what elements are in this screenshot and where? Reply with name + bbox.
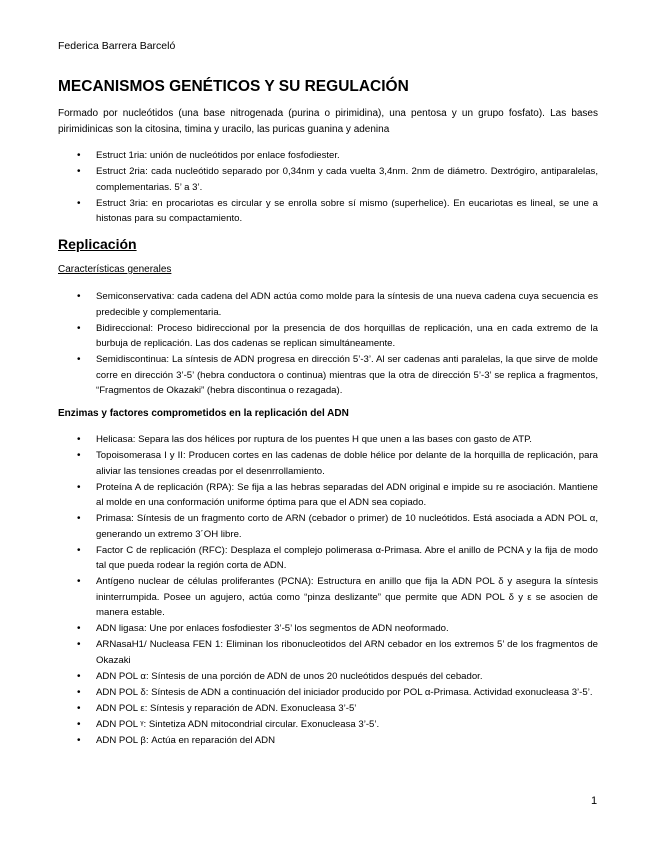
list-item-text: ADN POL β: Actúa en reparación del ADN [96,734,276,746]
list-item-text: ADN POL α: Síntesis de una porción de ADN de unos 20 nucleótidos después del cebador. [96,670,483,682]
bullet-icon: • [77,513,81,524]
bullet-icon: • [77,322,81,334]
list-item [0,289,655,320]
list-item-text: Factor C de replicación (RFC): Desplaza el complejo polimerasa α-Primasa. Abre el anillo de PCNA y la fija de modo tal que pueda rodear la región corta de ADN. [96,544,598,571]
bullet-icon: • [77,150,81,161]
list-item [0,432,655,448]
list-item-text: Estruct 2ria: cada nucleótido separado por 0,34nm y cada vuelta 3,4nm. 2nm de diámetro. Dextrógiro, antiparalelas, complementarias. 5’ a 3’. [96,166,598,193]
bullet-icon: • [77,576,81,587]
list-item [0,621,655,637]
list-item [0,543,655,574]
structure-list [0,148,655,227]
list-item-text: ADN POL δ: Síntesis de ADN a continuación del iniciador producido por POL α-Primasa. Actividad exonucleasa 3’-5’. [96,686,593,698]
bullet-icon: • [77,166,81,177]
list-item-text: Helicasa: Separa las dos hélices por ruptura de los puentes H que unen a las bases con gasto de ATP. [96,434,532,445]
list-item [0,733,655,749]
bullet-icon: • [77,434,81,445]
list-item [0,164,655,195]
list-item [0,196,655,227]
list-item-text: Topoisomerasa I y II: Producen cortes en las cadenas de doble hélice por delante de la horquilla de replicación, para aliviar las tensiones creadas por el desenrrollamiento. [96,450,598,477]
list-item-text: Primasa: Síntesis de un fragmento corto de ARN (cebador o primer) de 10 nucleótidos. Está asociada a ADN POL α, generando un extremo 3´OH libre. [96,513,598,540]
bullet-icon: • [77,639,81,650]
list-item-text: ARNasaH1/ Nucleasa FEN 1: Eliminan los ribonucleotidos del ARN cebador en los extremos 5’ de los fragmentos de Okazaki [96,639,598,666]
intro-paragraph: Formado por nucleótidos (una base nitrogenada (purina o pirimidina), una pentosa y un grupo fosfato). Las bases pirimidinicas son la citosina, timina y uracilo, las puricas guanina y adenina [58,108,598,135]
author-header: Federica Barrera Barceló [58,40,176,52]
bullet-icon: • [77,544,81,556]
list-item [0,148,655,164]
list-item [0,352,655,399]
list-item [0,448,655,479]
list-item-text: Semidiscontinua: La síntesis de ADN progresa en dirección 5’-3’. Al ser cadenas anti paralelas, la que sirve de molde corre en dirección 3’-5’ (hebra conductora o continua) mientras que la otra de dirección 5’-3’ se replica a fragmentos, “Fragmentos de Okazaki” (hebra discontinua o rezagada). [96,354,598,396]
list-item [0,321,655,352]
list-item [0,669,655,685]
list-item [0,511,655,542]
bullet-icon: • [77,291,81,302]
list-item [0,574,655,621]
page-number: 1 [591,795,598,807]
list-item [0,717,655,733]
bullet-icon: • [77,734,81,746]
list-item-text: Estruct 1ria: unión de nucleótidos por enlace fosfodiester. [96,150,340,161]
list-item-text: Semiconservativa: cada cadena del ADN actúa como molde para la síntesis de una nueva cadena cuya secuencia es predecible y complementaria. [96,291,598,318]
document-title: MECANISMOS GENÉTICOS Y SU REGULACIÓN [58,78,409,95]
bullet-icon: • [77,354,81,365]
subsection-heading-enzimas: Enzimas y factores comprometidos en la replicación del ADN [58,408,349,419]
bullet-icon: • [77,702,81,714]
enzimas-list [0,432,655,749]
bullet-icon: • [77,623,81,634]
list-item-text: Estruct 3ria: en procariotas es circular y se enrolla sobre sí mismo (superhelice). En eucariotas es lineal, se une a histonas para su compactamiento. [96,197,598,224]
caracteristicas-list [0,289,655,399]
list-item-text: ADN POL ᵞ: Sintetiza ADN mitocondrial circular. Exonucleasa 3’-5’. [96,718,380,730]
list-item [0,637,655,668]
bullet-icon: • [77,450,81,461]
list-item-text: ADN ligasa: Une por enlaces fosfodiester 3’-5’ los segmentos de ADN neoformado. [96,623,449,634]
bullet-icon: • [77,670,81,682]
list-item [0,701,655,717]
bullet-icon: • [77,481,81,493]
list-item-text: Proteína A de replicación (RPA): Se fija a las hebras separadas del ADN original e impide su re asociación. Mantiene al molde en una conformación uniforme óptima para que el ADN sea copiado. [96,481,598,508]
list-item-text: ADN POL ε: Síntesis y reparación de ADN. Exonucleasa 3’-5’ [96,702,357,714]
section-heading-replicacion: Replicación [58,236,137,252]
bullet-icon: • [77,197,81,209]
bullet-icon: • [77,686,81,698]
bullet-icon: • [77,718,81,730]
list-item [0,480,655,511]
list-item-text: Antígeno nuclear de células proliferantes (PCNA): Estructura en anillo que fija la ADN POL δ y asegura la síntesis ininterrumpida. Posee un agujero, actúa como “pinza deslizante” que permite que ADN POL δ y ε se asocien de manera estable. [96,576,598,618]
list-item [0,685,655,701]
subsection-heading-caracteristicas: Características generales [58,264,172,275]
list-item-text: Bidireccional: Proceso bidireccional por la presencia de dos horquillas de replicación, una en cada extremo de la burbuja de replicación. Las dos cadenas se replican simultáneamente. [96,322,598,349]
